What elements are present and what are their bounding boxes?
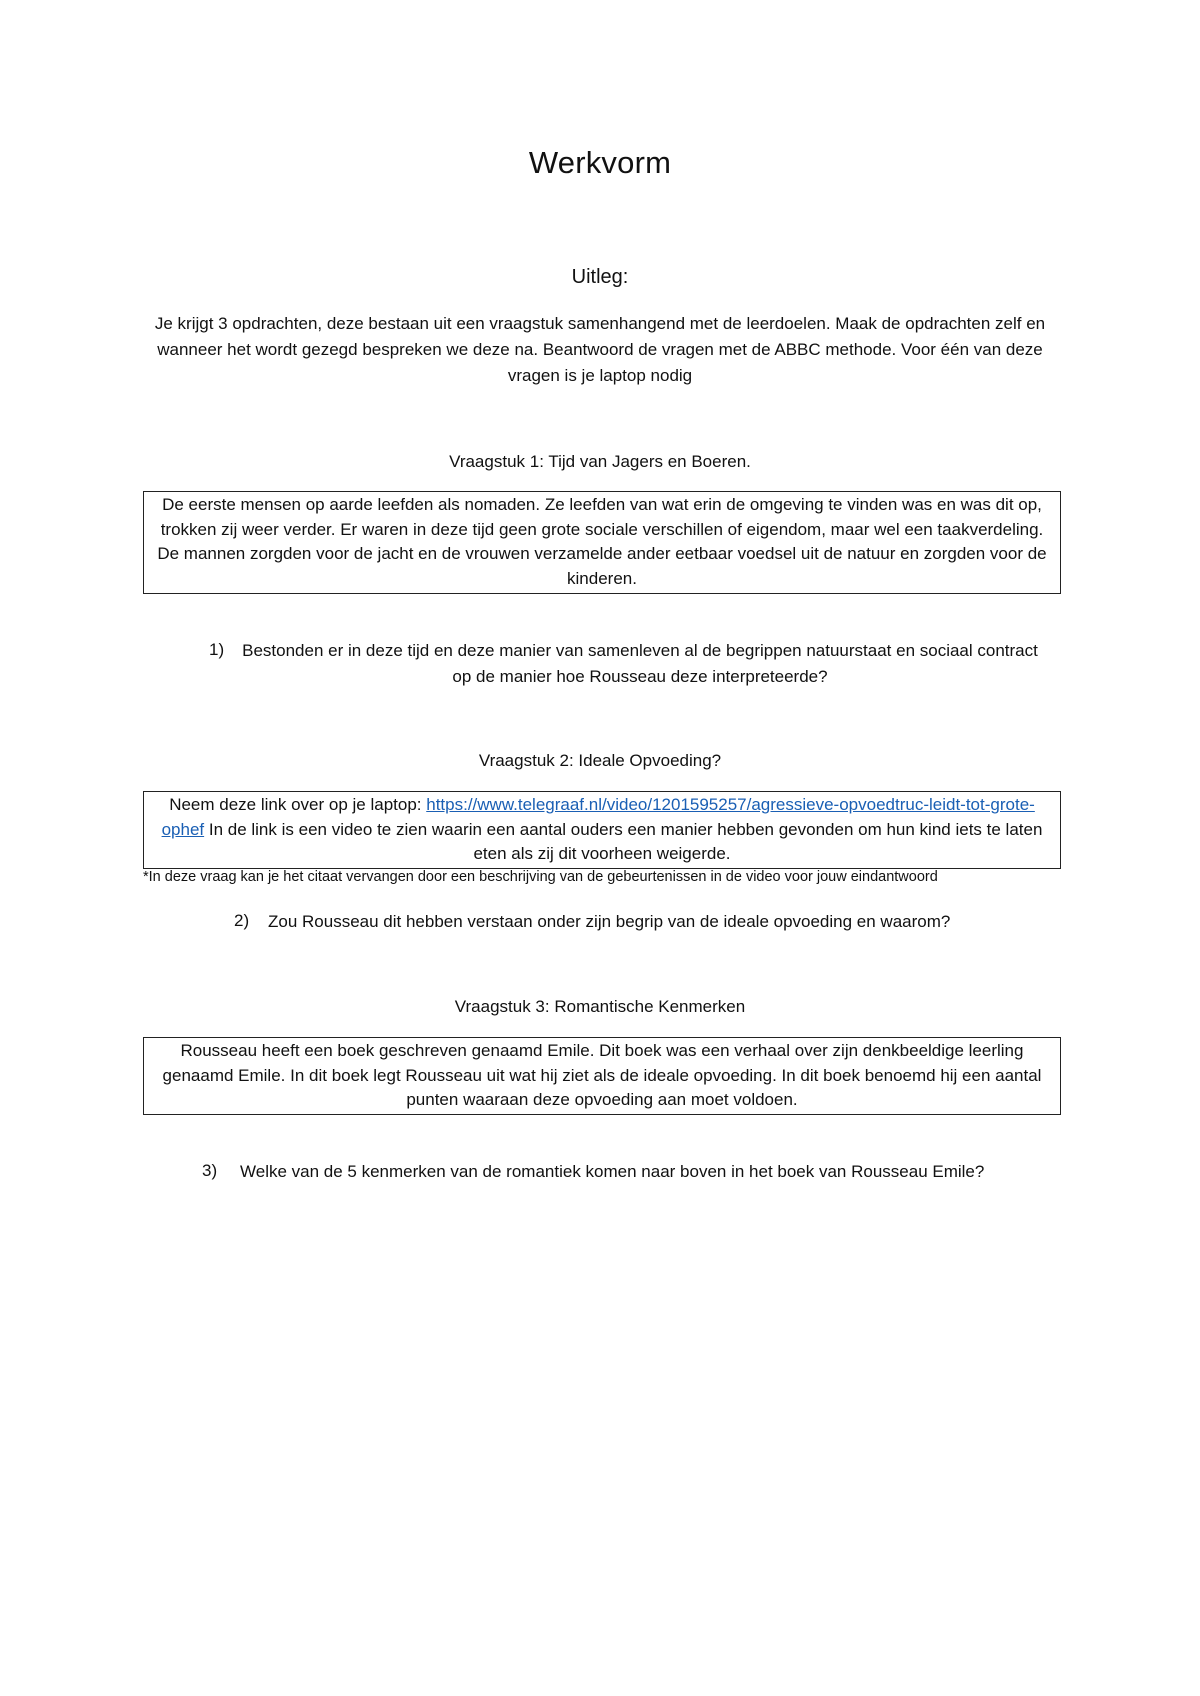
vraagstuk3-title: Vraagstuk 3: Romantische Kenmerken bbox=[454, 997, 746, 1016]
question1-number: 1) bbox=[209, 640, 225, 659]
vraagstuk2-box-prefix: Neem deze link over op je laptop: bbox=[169, 795, 427, 814]
vraagstuk1-box bbox=[143, 491, 1061, 594]
vraagstuk2-box-suffix: In de link is een video te zien waarin een aantal ouders een manier hebben gevonden om hun kind iets te laten eten als zij dit voorheen weigerde. bbox=[204, 819, 1043, 863]
section-heading: Uitleg: bbox=[571, 266, 629, 288]
vraagstuk3-box bbox=[143, 1037, 1061, 1115]
vraagstuk2-footnote: *In deze vraag kan je het citaat vervangen door een beschrijving van de gebeurtenissen in de video voor jouw eindantwoord bbox=[143, 869, 938, 885]
intro-paragraph: Je krijgt 3 opdrachten, deze bestaan uit een vraagstuk samenhangend met de leerdoelen. Maak de opdrachten zelf en wanneer het wordt gezegd bespreken we deze na. Beantwoord de vragen met de ABBC methode. Voor één van deze vragen is je laptop nodig bbox=[154, 314, 1046, 385]
vraagstuk3-box-text: Rousseau heeft een boek geschreven genaamd Emile. Dit boek was een verhaal over zijn denkbeeldige leerling genaamd Emile. In dit boek legt Rousseau uit wat hij ziet als de ideale opvoeding. In dit boek benoemd hij een aantal punten waaraan deze opvoeding aan moet voldoen. bbox=[162, 1041, 1042, 1109]
vraagstuk2-box bbox=[143, 791, 1061, 869]
telegraaf-video-link[interactable]: https://www.telegraaf.nl/video/1201595257/agressieve-opvoedtruc-leidt-tot-grote-ophef bbox=[161, 795, 1035, 839]
question3-number: 3) bbox=[202, 1161, 218, 1180]
question2-text: Zou Rousseau dit hebben verstaan onder zijn begrip van de ideale opvoeding en waarom? bbox=[268, 912, 951, 931]
question1-text: Bestonden er in deze tijd en deze manier van samenleven al de begrippen natuurstaat en sociaal contract op de manier hoe Rousseau deze interpreteerde? bbox=[242, 641, 1038, 686]
question3-text: Welke van de 5 kenmerken van de romantiek komen naar boven in het boek van Rousseau Emile? bbox=[240, 1162, 985, 1181]
vraagstuk2-title: Vraagstuk 2: Ideale Opvoeding? bbox=[478, 751, 722, 770]
vraagstuk1-title: Vraagstuk 1: Tijd van Jagers en Boeren. bbox=[449, 452, 751, 471]
document-title: Werkvorm bbox=[528, 145, 672, 180]
vraagstuk1-box-text: De eerste mensen op aarde leefden als nomaden. Ze leefden van wat erin de omgeving te vinden was en was dit op, trokken zij weer verder. Er waren in deze tijd geen grote sociale verschillen of eigendom, maar wel een taakverdeling. De mannen zorgden voor de jacht en de vrouwen verzamelde ander eetbaar voedsel uit de natuur en zorgden voor de kinderen. bbox=[157, 495, 1047, 588]
question2-number: 2) bbox=[234, 911, 250, 930]
